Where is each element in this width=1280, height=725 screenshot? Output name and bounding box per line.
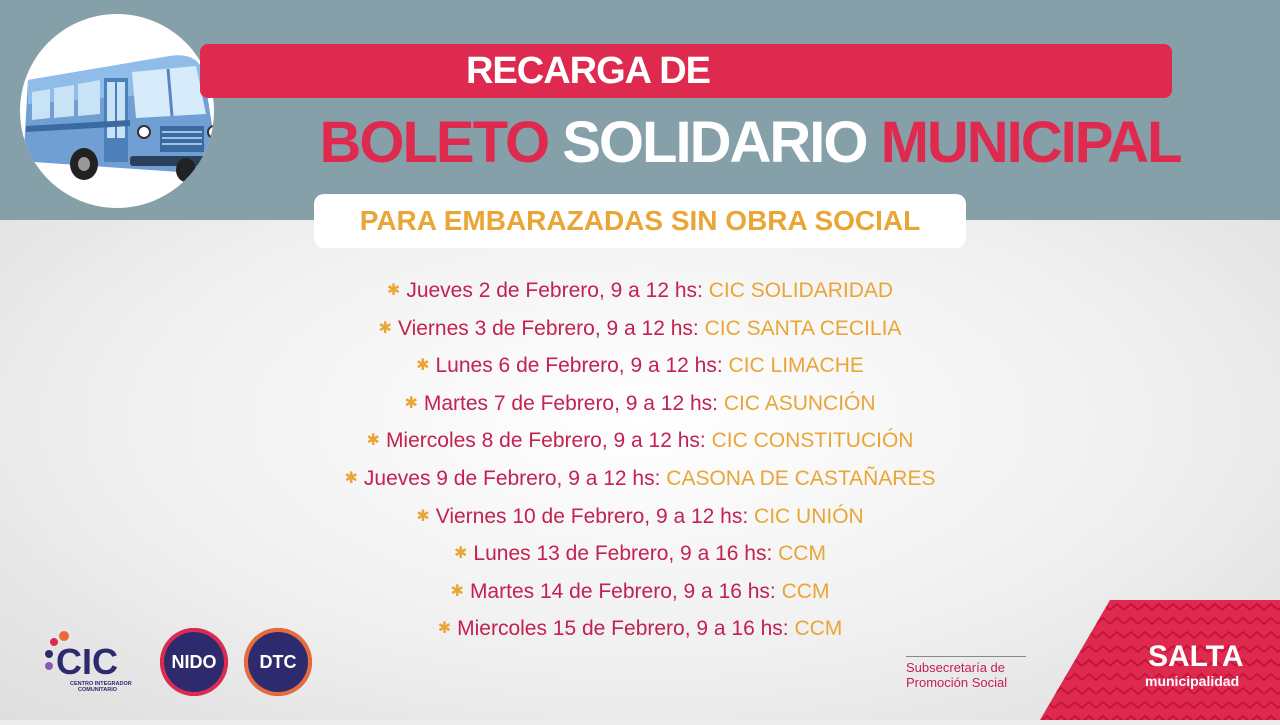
schedule-item — [200, 310, 1080, 348]
star-bullet-icon: ✱ — [386, 282, 401, 299]
schedule-item — [200, 385, 1080, 423]
schedule-item — [200, 422, 1080, 460]
title-line-2 — [300, 108, 1200, 178]
schedule-item — [200, 272, 1080, 310]
star-bullet-icon: ✱ — [366, 432, 380, 450]
subsecretaria-line-2: Promoción Social — [906, 675, 1008, 690]
schedule-place: CCM — [794, 617, 843, 641]
schedule-place: CIC CONSTITUCIÓN — [711, 429, 914, 453]
schedule-list — [200, 272, 1080, 648]
schedule-item — [200, 460, 1080, 498]
schedule-place: CIC UNIÓN — [754, 504, 864, 528]
schedule-item — [200, 347, 1080, 385]
schedule-place: CCM — [781, 579, 830, 603]
schedule-place: CIC SANTA CECILIA — [704, 316, 902, 340]
title-word-solidario: SOLIDARIO — [562, 110, 867, 175]
schedule-date: Jueves 9 de Febrero, 9 a 12 hs: — [363, 466, 661, 490]
subsecretaria-label — [906, 660, 1046, 690]
bus-icon — [20, 14, 214, 208]
star-bullet-icon: ✱ — [454, 545, 468, 563]
star-bullet-icon: ✱ — [378, 319, 392, 337]
star-bullet-icon: ✱ — [450, 582, 464, 600]
schedule-date: Miercoles 15 de Febrero, 9 a 16 hs: — [457, 617, 789, 641]
schedule-item — [200, 535, 1080, 573]
divider — [906, 656, 1026, 657]
schedule-date: Lunes 13 de Febrero, 9 a 16 hs: — [473, 542, 773, 566]
cic-logo-text: CIC — [56, 641, 118, 682]
bus-illustration — [20, 14, 214, 208]
star-bullet-icon: ✱ — [344, 469, 358, 487]
schedule-place: CCM — [778, 542, 826, 566]
subsecretaria-line-1: Subsecretaría de — [906, 660, 1006, 675]
star-bullet-icon: ✱ — [416, 357, 430, 375]
schedule-place: CASONA DE CASTAÑARES — [666, 466, 936, 490]
cic-logo-tagline-2: COMUNITARIO — [78, 687, 118, 693]
cic-logo-tagline-1: CENTRO INTEGRADOR — [70, 681, 132, 687]
schedule-date: Martes 14 de Febrero, 9 a 16 hs: — [469, 579, 776, 603]
schedule-place: CIC ASUNCIÓN — [723, 391, 876, 415]
star-bullet-icon: ✱ — [437, 620, 452, 638]
title-word-municipal: MUNICIPAL — [880, 110, 1181, 175]
star-bullet-icon: ✱ — [404, 394, 418, 412]
dtc-logo: DTC — [244, 628, 312, 696]
subtitle-pill: PARA EMBARAZADAS SIN OBRA SOCIAL — [314, 194, 966, 248]
schedule-date: Miercoles 8 de Febrero, 9 a 12 hs: — [385, 429, 706, 453]
schedule-item — [200, 573, 1080, 611]
schedule-date: Jueves 2 de Febrero, 9 a 12 hs: — [406, 279, 703, 302]
schedule-date: Martes 7 de Febrero, 9 a 12 hs: — [423, 391, 719, 415]
star-bullet-icon: ✱ — [416, 507, 430, 525]
salta-logo-text: SALTA — [1148, 640, 1244, 673]
schedule-place: CIC LIMACHE — [728, 354, 864, 378]
title-word-boleto: BOLETO — [319, 110, 549, 175]
schedule-item — [200, 498, 1080, 536]
schedule-date: Lunes 6 de Febrero, 9 a 12 hs: — [435, 354, 723, 378]
schedule-place: CIC SOLIDARIDAD — [708, 279, 894, 302]
title-line-1: RECARGA DE — [465, 50, 711, 92]
salta-logo-sub: municipalidad — [1145, 673, 1240, 689]
schedule-date: Viernes 10 de Febrero, 9 a 12 hs: — [435, 504, 749, 528]
schedule-date: Viernes 3 de Febrero, 9 a 12 hs: — [397, 316, 699, 340]
cic-logo — [44, 630, 140, 702]
nido-logo: NIDO — [160, 628, 228, 696]
salta-municipalidad-logo — [1040, 600, 1280, 720]
schedule-item — [200, 610, 1080, 648]
